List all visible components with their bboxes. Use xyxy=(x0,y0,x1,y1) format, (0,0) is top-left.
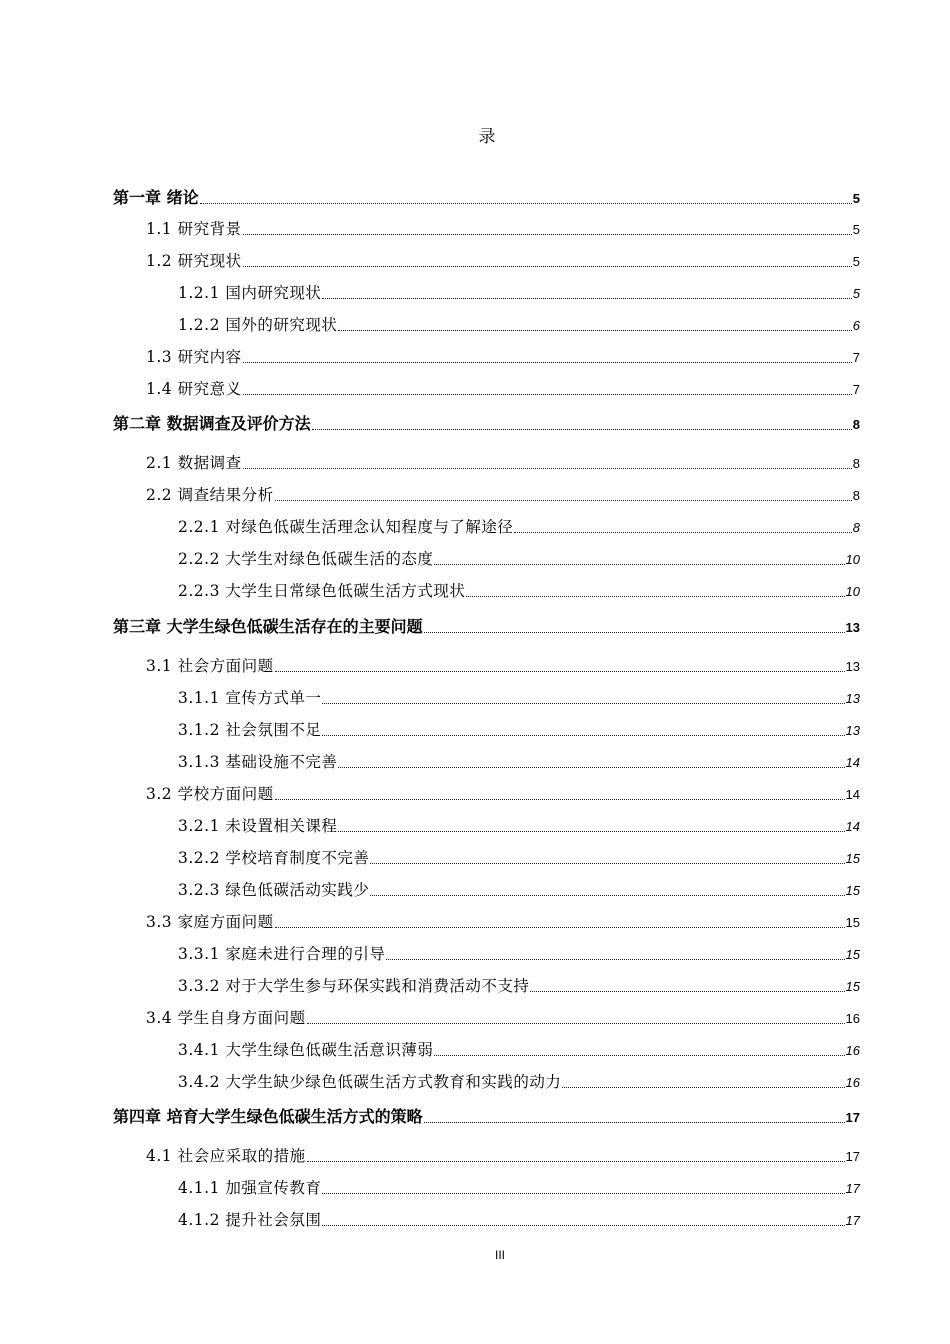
toc-entry-text: 4.1.1 加强宣传教育 xyxy=(178,1179,322,1197)
toc-entry-text: 1.4 研究意义 xyxy=(146,380,242,398)
toc-entry[interactable] xyxy=(146,345,860,367)
toc-entry-text: 2.2.3 大学生日常绿色低碳生活方式现状 xyxy=(178,582,466,600)
toc-entry-page: 17 xyxy=(845,1149,860,1164)
toc-entry-page: 13 xyxy=(845,659,860,674)
dot-leader xyxy=(322,1193,844,1194)
toc-entry[interactable] xyxy=(178,313,860,335)
toc-entry-page: 8 xyxy=(852,456,860,471)
toc-entry[interactable] xyxy=(178,846,860,868)
toc-entry-text: 2.2 调查结果分析 xyxy=(146,486,274,504)
toc-entry[interactable] xyxy=(146,483,860,505)
dot-leader xyxy=(275,799,845,800)
toc-entry[interactable] xyxy=(178,686,860,708)
dot-leader xyxy=(424,1122,845,1123)
toc-entry-page: 8 xyxy=(852,488,860,503)
toc-entry-page: 15 xyxy=(845,883,860,898)
toc-entry-page: 6 xyxy=(852,318,860,333)
toc-entry[interactable] xyxy=(146,377,860,399)
toc-entry-page: 7 xyxy=(852,382,860,397)
toc-entry-page: 5 xyxy=(852,254,860,269)
toc-entry-text: 1.2.1 国内研究现状 xyxy=(178,284,322,302)
dot-leader xyxy=(424,632,845,633)
dot-leader xyxy=(243,362,852,363)
toc-entry-text: 第一章 绪论 xyxy=(113,188,199,207)
toc-entry-text: 1.2.2 国外的研究现状 xyxy=(178,316,338,334)
toc-entry-page: 17 xyxy=(845,1110,860,1125)
toc-entry[interactable] xyxy=(146,451,860,473)
dot-leader xyxy=(322,298,851,299)
toc-entry-text: 3.2 学校方面问题 xyxy=(146,785,274,803)
toc-entry-page: 16 xyxy=(845,1011,860,1026)
toc-entry-page: 13 xyxy=(845,723,860,738)
toc-entry-text: 3.3 家庭方面问题 xyxy=(146,913,274,931)
toc-entry[interactable] xyxy=(146,1006,860,1028)
toc-entry[interactable] xyxy=(178,942,860,964)
toc-entry-text: 3.4.2 大学生缺少绿色低碳生活方式教育和实践的动力 xyxy=(178,1073,562,1091)
toc-entry-page: 14 xyxy=(845,755,860,770)
toc-entry-page: 16 xyxy=(845,1075,860,1090)
toc-entry-page: 7 xyxy=(852,350,860,365)
toc-entry[interactable] xyxy=(178,547,860,569)
toc-entry-text: 3.4.1 大学生绿色低碳生活意识薄弱 xyxy=(178,1041,434,1059)
toc-entry[interactable] xyxy=(146,654,860,676)
toc-entry-text: 3.1.2 社会氛围不足 xyxy=(178,721,322,739)
toc-entry[interactable] xyxy=(178,814,860,836)
toc-entry-text: 3.2.1 未设置相关课程 xyxy=(178,817,338,835)
toc-entry-page: 8 xyxy=(852,417,860,432)
toc-entry[interactable] xyxy=(178,579,860,601)
toc-entry-page: 17 xyxy=(845,1213,860,1228)
toc-entry-page: 10 xyxy=(845,552,860,567)
dot-leader xyxy=(243,468,852,469)
dot-leader xyxy=(434,1055,844,1056)
toc-entry[interactable] xyxy=(178,1070,860,1092)
toc-entry[interactable] xyxy=(113,411,860,434)
dot-leader xyxy=(434,564,844,565)
dot-leader xyxy=(370,863,844,864)
toc-entry-text: 3.1.3 基础设施不完善 xyxy=(178,753,338,771)
toc-entry[interactable] xyxy=(146,249,860,271)
toc-entry-page: 5 xyxy=(852,222,860,237)
dot-leader xyxy=(307,1161,845,1162)
dot-leader xyxy=(275,500,852,501)
toc-entry-text: 3.4 学生自身方面问题 xyxy=(146,1009,306,1027)
dot-leader xyxy=(275,927,845,928)
toc-entry[interactable] xyxy=(178,1176,860,1198)
dot-leader xyxy=(386,959,844,960)
toc-entry-page: 15 xyxy=(845,947,860,962)
toc-entry-text: 3.2.3 绿色低碳活动实践少 xyxy=(178,881,370,899)
toc-entry-text: 1.3 研究内容 xyxy=(146,348,242,366)
dot-leader xyxy=(322,735,844,736)
toc-entry[interactable] xyxy=(113,1104,860,1127)
dot-leader xyxy=(338,330,851,331)
toc-entry[interactable] xyxy=(178,515,860,537)
toc-entry-page: 14 xyxy=(845,787,860,802)
toc-entry-text: 1.2 研究现状 xyxy=(146,252,242,270)
toc-entry[interactable] xyxy=(146,1144,860,1166)
dot-leader xyxy=(562,1087,844,1088)
dot-leader xyxy=(370,895,844,896)
toc-entry[interactable] xyxy=(178,878,860,900)
toc-entry-page: 5 xyxy=(852,191,860,206)
toc-entry-text: 3.3.1 家庭未进行合理的引导 xyxy=(178,945,386,963)
toc-entry[interactable] xyxy=(178,750,860,772)
toc-entry[interactable] xyxy=(146,782,860,804)
toc-entry[interactable] xyxy=(113,614,860,637)
toc-entry[interactable] xyxy=(178,974,860,996)
toc-entry-text: 2.1 数据调查 xyxy=(146,454,242,472)
dot-leader xyxy=(514,532,851,533)
toc-entry[interactable] xyxy=(146,217,860,239)
dot-leader xyxy=(307,1023,845,1024)
dot-leader xyxy=(338,767,844,768)
toc-entry-text: 第四章 培育大学生绿色低碳生活方式的策略 xyxy=(113,1107,423,1126)
toc-entry-page: 13 xyxy=(845,691,860,706)
toc-entry[interactable] xyxy=(178,1208,860,1230)
toc-entry-text: 2.2.2 大学生对绿色低碳生活的态度 xyxy=(178,550,434,568)
toc-entry-text: 1.1 研究背景 xyxy=(146,220,242,238)
toc-entry-page: 16 xyxy=(845,1043,860,1058)
toc-entry-text: 4.1.2 提升社会氛围 xyxy=(178,1211,322,1229)
toc-entry[interactable] xyxy=(178,718,860,740)
dot-leader xyxy=(322,1225,844,1226)
toc-entry-page: 15 xyxy=(845,915,860,930)
page-number-footer: III xyxy=(494,1248,505,1262)
toc-entry-page: 15 xyxy=(845,851,860,866)
toc-entry[interactable] xyxy=(178,281,860,303)
dot-leader xyxy=(243,394,852,395)
toc-entry-text: 第二章 数据调查及评价方法 xyxy=(113,414,311,433)
dot-leader xyxy=(530,991,844,992)
toc-entry-page: 13 xyxy=(845,620,860,635)
toc-entry-text: 3.1.1 宣传方式单一 xyxy=(178,689,322,707)
dot-leader xyxy=(312,429,852,430)
toc-entry-page: 17 xyxy=(845,1181,860,1196)
dot-leader xyxy=(243,266,852,267)
toc-title: 录 xyxy=(478,127,497,147)
toc-entry-text: 3.1 社会方面问题 xyxy=(146,657,274,675)
toc-entry[interactable] xyxy=(146,910,860,932)
dot-leader xyxy=(466,596,844,597)
dot-leader xyxy=(275,671,845,672)
toc-entry-page: 15 xyxy=(845,979,860,994)
toc-entry-text: 第三章 大学生绿色低碳生活存在的主要问题 xyxy=(113,617,423,636)
toc-entry-page: 5 xyxy=(852,286,860,301)
dot-leader xyxy=(200,203,852,204)
dot-leader xyxy=(243,234,852,235)
toc-entry[interactable] xyxy=(113,185,860,208)
dot-leader xyxy=(322,703,844,704)
toc-entry-text: 4.1 社会应采取的措施 xyxy=(146,1147,306,1165)
toc-entry[interactable] xyxy=(178,1038,860,1060)
toc-entry-page: 14 xyxy=(845,819,860,834)
dot-leader xyxy=(338,831,844,832)
toc-entry-page: 10 xyxy=(845,584,860,599)
toc-entry-text: 3.3.2 对于大学生参与环保实践和消费活动不支持 xyxy=(178,977,530,995)
toc-entry-text: 3.2.2 学校培育制度不完善 xyxy=(178,849,370,867)
toc-entry-text: 2.2.1 对绿色低碳生活理念认知程度与了解途径 xyxy=(178,518,514,536)
toc-entry-page: 8 xyxy=(852,520,860,535)
